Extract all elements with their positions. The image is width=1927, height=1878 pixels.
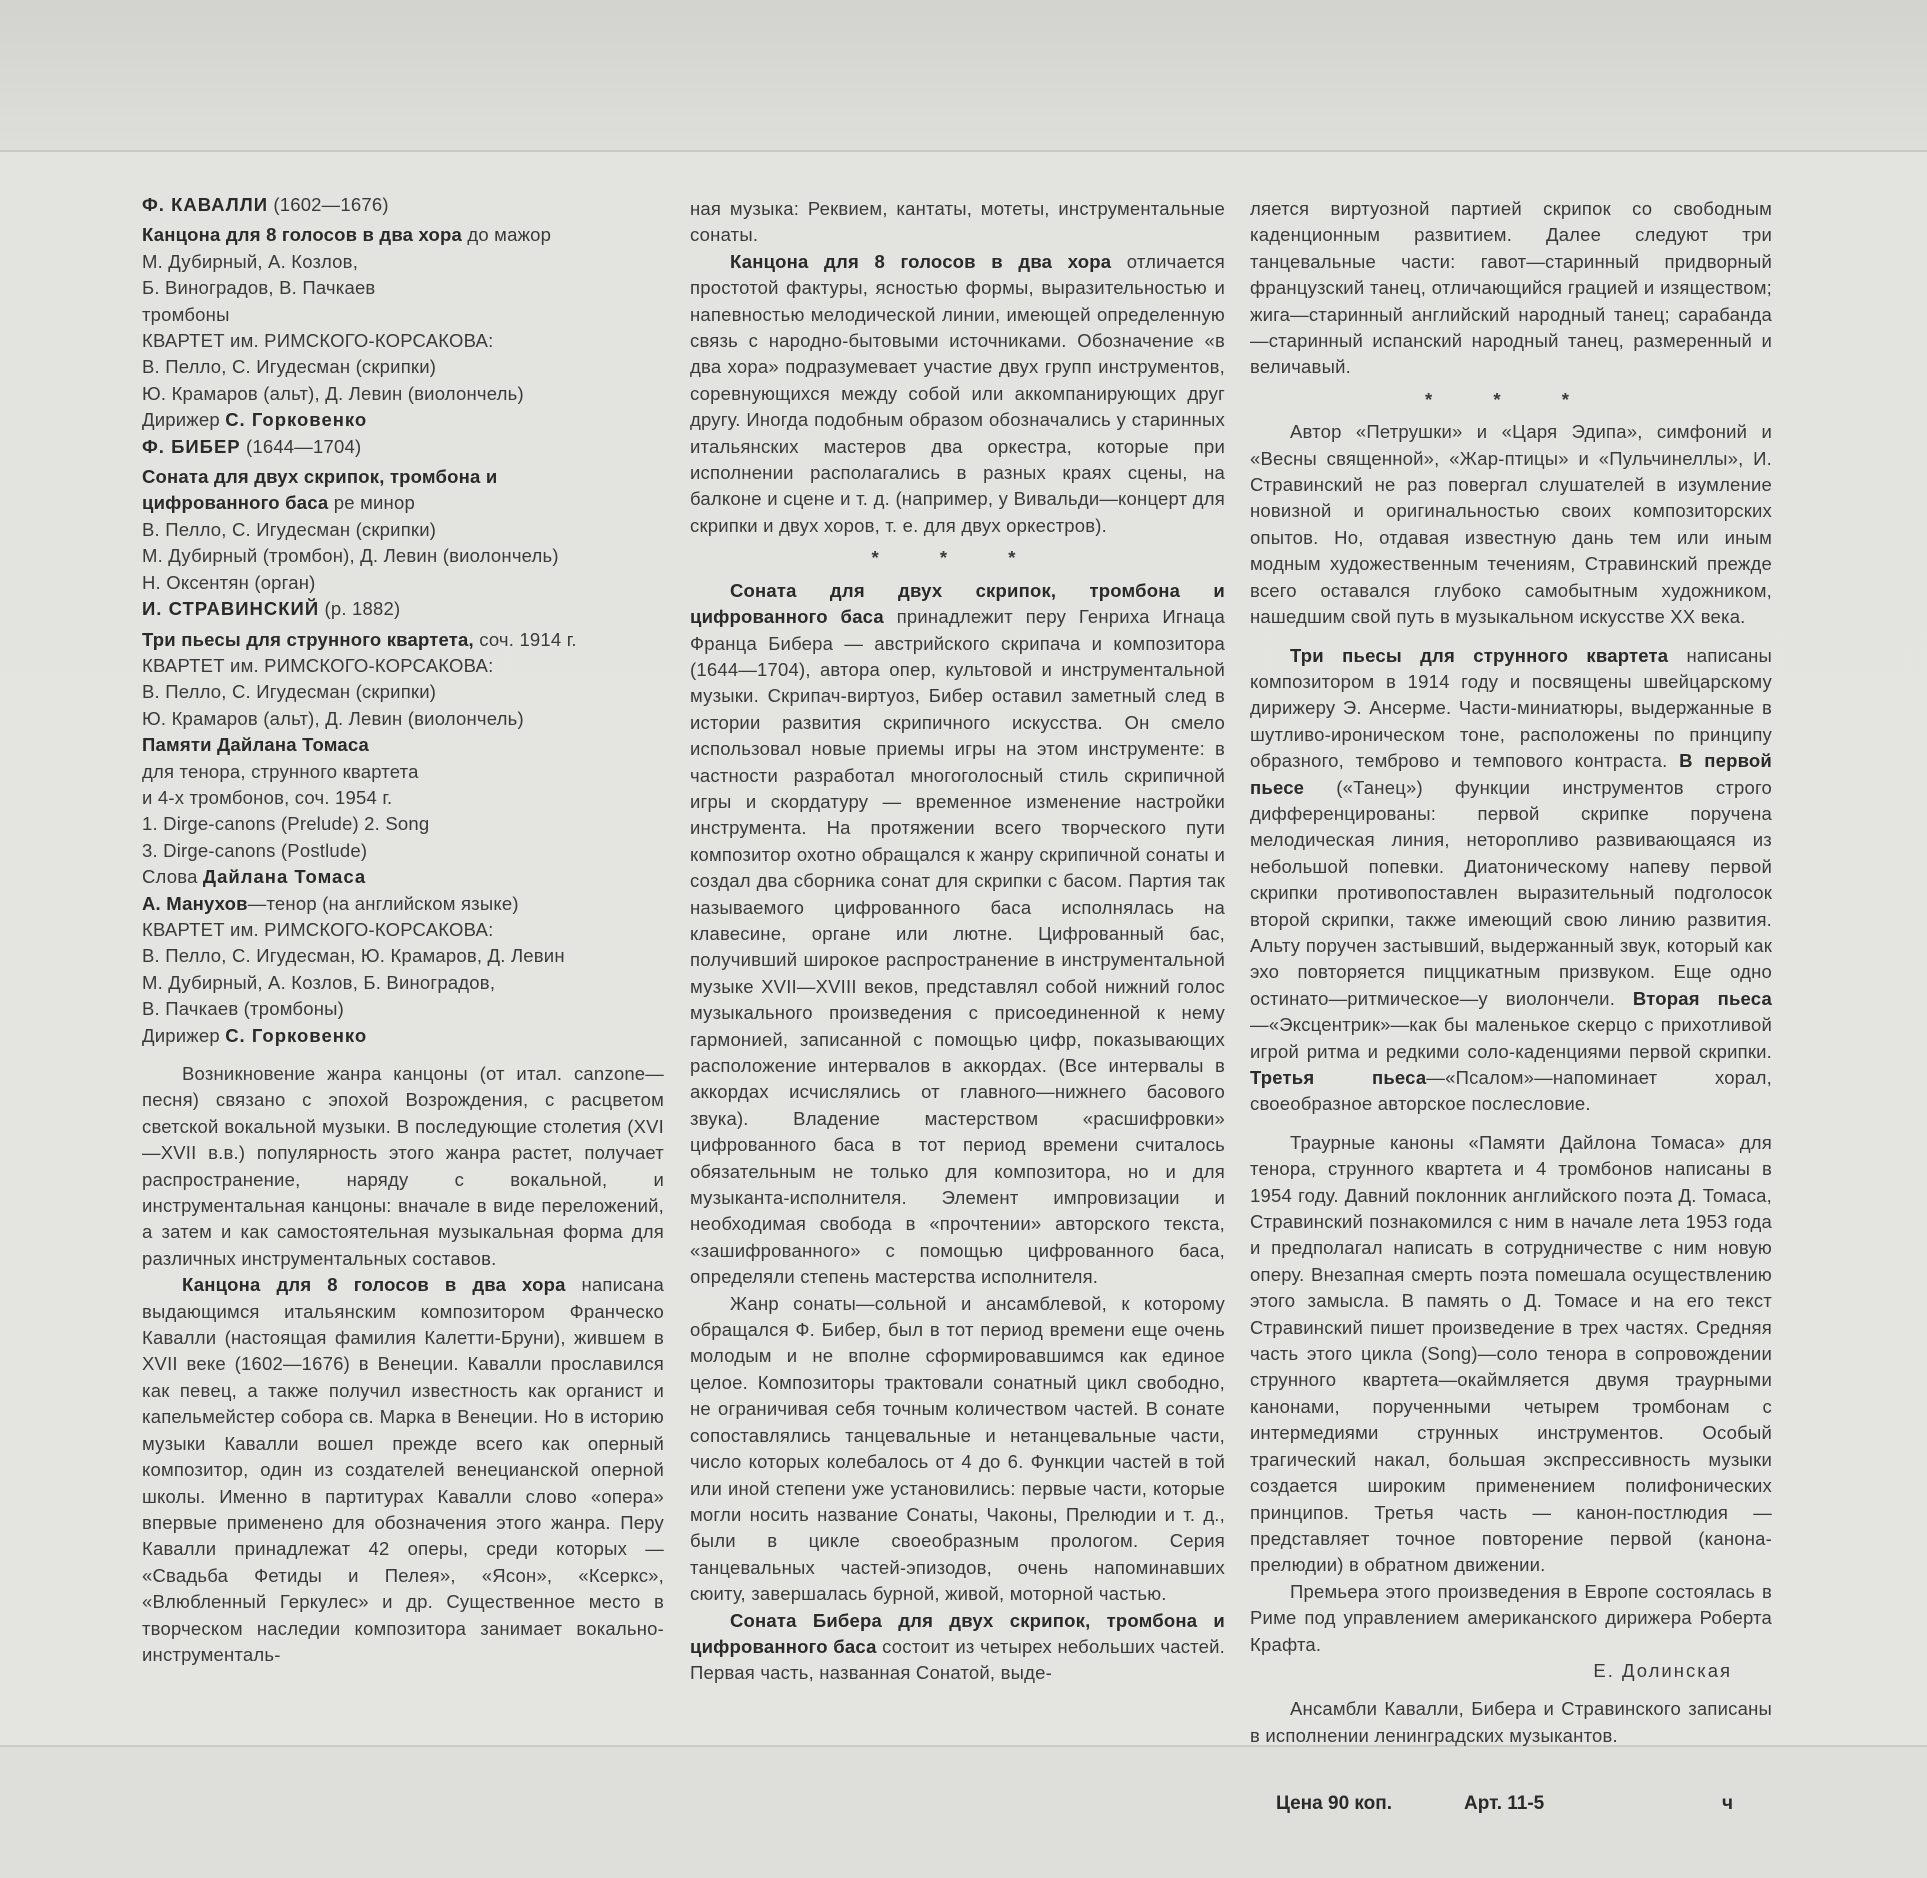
body-paragraph: Жанр сонаты—сольной и ансамблевой, к которому обращался Ф. Бибер, был в тот период времени еще очень молодым и не вполне сформировавшимся как единое целое. Композиторы трактовали сонатный цикл свободно, не ограничивая себя точным количеством частей. В сонате сопоставлялись танцевальные и нетанцевальные части, число которых колебалось от 4 до 6. Функции частей в той или иной степени уже установились: первые части, которые могли носить название Сонаты, Чаконы, Прелюдии и т. д., были в цикле своеобразным прологом. Серия танцевальных частей-эпизодов, очень напоминавших сюиту, завершалась бурной, живой, моторной частью. <box>690 1292 1225 1605</box>
performers-line: В. Пелло, С. Игудесман, Ю. Крамаров, Д. Левин <box>142 945 565 967</box>
performers-line: Ю. Крамаров (альт), Д. Левин (виолончель) <box>142 382 524 404</box>
tenor-line: А. Манухов—тенор (на английском языке) <box>142 892 519 914</box>
performers-line: М. Дубирный, А. Козлов, Б. Виноградов, <box>142 971 496 993</box>
body-paragraph: Канцона для 8 голосов в два хора написана выдающимся итальянским композитором Франческо Кавалли (настоящая фамилия Калетти-Бруни), жившем в XVII веке (1602—1676) в Венеции. Кавалли прославился как певец, а также получил известность как органист и капельмейстер собора св. Марка в Венеции. Но в историю музыки Кавалли вошел прежде всего как оперный композитор, один из создателей венецианской оперной школы. Именно в партитурах Кавалли слово «опера» впервые применено для обозначения этого жанра. Перу Кавалли принадлежат 42 оперы, среди которых — «Свадьба Фетиды и Пелея», «Ясон», «Ксеркс», «Влюбленный Геркулес» и др. Существенное место в творческом наследии композитора занимает вокально-инструменталь- <box>142 1274 665 1665</box>
column-notes-middle <box>690 196 1225 1687</box>
spacer <box>1250 1684 1772 1696</box>
performers-line: В. Пелло, С. Игудесман (скрипки) <box>142 356 437 378</box>
words-line: Слова Дайлана Томаса <box>142 866 367 888</box>
price-label: Цена 90 коп. <box>1276 1793 1393 1814</box>
spacer <box>1250 631 1772 643</box>
spacer <box>142 1049 664 1061</box>
body-paragraph: ляется виртуозной партией скрипок со свободным каденционным развитием. Далее следуют три танцевальные части: гавот—старинный придворный французский танец, отличающийся грацией и изяществом; жига—старинный английский народный танец; сарабанда—старинный испанский народный танец, размеренный и величавый. <box>1250 198 1772 378</box>
performers-line: Ю. Крамаров (альт), Д. Левин (виолончель) <box>142 707 524 729</box>
performers-line: М. Дубирный, А. Козлов, <box>142 250 359 272</box>
performers-line: В. Пелло, С. Игудесман (скрипки) <box>142 681 437 703</box>
body-paragraph: Ансамбли Кавалли, Бибера и Стравинского записаны в исполнении ленинградских музыкантов. <box>1250 1698 1772 1746</box>
section-divider: * * * <box>1425 388 1597 410</box>
spacer <box>1250 1118 1772 1130</box>
catalog-number: Арт. 11-5 <box>1464 1793 1545 1814</box>
quartet-name: КВАРТЕТ им. РИМСКОГО-КОРСАКОВА: <box>142 918 494 940</box>
section-divider: * * * <box>871 547 1044 569</box>
performers-line: В. Пелло, С. Игудесман (скрипки) <box>142 518 437 540</box>
body-paragraph: Соната для двух скрипок, тромбона и цифрованного баса принадлежит перу Генриха Игнаца Франца Бибера — австрийского скрипача и композитора (1644—1704), автора опер, культовой и инструментальной музыки. Скрипач-виртуоз, Бибер оставил заметный след в истории развития скрипичного искусства. Он смело использовал новые приемы игры на этом инструменте: в частности разработал многоголосный стиль скрипичной игры и скордатуру — временное изменение настройки инструмента. На протяжении всего творческого пути композитор охотно обращался к жанру скрипичной сонаты и создал два сборника сонат для скрипки с басом. Партия так называемого цифрованного баса исполнялась на клавесине, органе или лютне. Цифрованный бас, получивший широкое распространение в инструментальной музыке XVII—XVIII веков, представлял собой нижний голос музыкального произведения с присоединенной к нему гармонией, записанной с помощью цифр, показывающих расположение интервалов в аккордах. (Все интервалы в аккордах исчислялись от главного—нижнего басового звука). Владение мастерством «расшифровки» цифрованного баса в тот период времени считалось обязательным не только для композитора, но и для музыканта-исполнителя. Элемент импровизации и необходимая свобода в «прочтении» авторского текста, «зашифрованного» с помощью цифрованного баса, определяли степень мастерства исполнителя. <box>690 579 1225 1288</box>
body-paragraph: Возникновение жанра канцоны (от итал. canzone—песня) связано с эпохой Возрождения, с расцветом светской вокальной музыки. В последующие столетия (XVI—XVII в.в.) популярность этого жанра растет, получает распространение, наряду с вокальной, и инструментальная канцоны: вначале в виде переложений, а затем и как самостоятельная музыкальная форма для различных инструментальных составов. <box>142 1063 664 1269</box>
work-title-sonata: Соната для двух скрипок, тромбона и <box>142 466 498 488</box>
author-signature: Е. Долинская <box>1593 1659 1732 1681</box>
work-title-canzona: Канцона для 8 голосов в два хора до мажор <box>142 224 552 246</box>
composer-heading-cavalli: Ф. КАВАЛЛИ (1602—1676) <box>142 194 389 215</box>
body-paragraph: Премьера этого произведения в Европе состоялась в Риме под управлением американского дирижера Роберта Крафта. <box>1250 1580 1772 1655</box>
work-detail-line: и 4-х тромбонов, соч. 1954 г. <box>142 786 393 808</box>
column-credits <box>142 192 664 1668</box>
work-title-sonata-cont: цифрованного баса ре минор <box>142 492 415 514</box>
sleeve-top-flap <box>0 0 1927 152</box>
body-paragraph: Соната Бибера для двух скрипок, тромбона и цифрованного баса состоит из четырех небольших частей. Первая часть, названная Сонатой, выде- <box>690 1609 1226 1684</box>
body-paragraph: ная музыка: Реквием, кантаты, мотеты, инструментальные сонаты. <box>690 198 1225 246</box>
conductor-line: Дирижер С. Горковенко <box>142 1024 368 1046</box>
body-paragraph: Автор «Петрушки» и «Царя Эдипа», симфоний и «Весны священной», «Жар-птицы» и «Пульчинеллы», И. Стравинский не раз повергал слушателей в изумление новизной и оригинальностью своих композиторских опытов. Но, отдавая известную дань тем или иным модным художественным течениям, Стравинский прежде всего оставался глубоко самобытным художником, нашедшим свой путь в музыкальном искусстве XX века. <box>1250 421 1772 628</box>
print-mark: ч <box>1722 1793 1734 1814</box>
work-detail-line: для тенора, струнного квартета <box>142 760 419 782</box>
work-detail-line: 3. Dirge-canons (Postlude) <box>142 839 368 861</box>
body-paragraph: Канцона для 8 голосов в два хора отличается простотой фактуры, ясностью формы, выразительностью и напевностью мелодической линии, имеющей определенную связь с народно-бытовыми источниками. Обозначение «в два хора» подразумевает участие двух групп инструментов, соревнующихся между собой или аккомпанирующих друг другу. Иногда подобным образом обозначались у старинных итальянских мастеров два оркестра, которые при исполнении располагались в разных краях сцены, на балконе и сцене и т. д. (например, у Вивальди—концерт для скрипки и двух хоров, т. е. для двух оркестров). <box>690 250 1225 536</box>
performers-line: М. Дубирный (тромбон), Д. Левин (виолончель) <box>142 545 559 567</box>
body-paragraph: Три пьесы для струнного квартета написаны композитором в 1914 году и посвящены швейцарскому дирижеру Э. Ансерме. Части-миниатюры, выдержанные в шутливо-ироническом тоне, расположены по принципу образного, темброво и темпового контраста. В первой пьесе («Танец») функции инструментов строго дифференцированы: первой скрипке поручена мелодическая линия, неторопливо развивающаяся из небольшой попевки. Диатоническому напеву первой скрипки противопоставлен выразительный подголосок второй скрипки, также имеющий свою линию развития. Альту поручен застывший, выдержанный звук, который как эхо повторяется пиццикатным призвуком. Еще одно остинато—ритмическое—у виолончели. Вторая пьеса—«Эксцентрик»—как бы маленькое скерцо с прихотливой игрой ритма и редкими соло-каденциями первой скрипки. Третья пьеса—«Псалом»—напоминает хорал, своеобразное авторское послесловие. <box>1250 644 1772 1115</box>
quartet-name: КВАРТЕТ им. РИМСКОГО-КОРСАКОВА: <box>142 330 494 352</box>
sleeve-bottom-flap <box>0 1745 1927 1878</box>
column-notes-right <box>1250 196 1772 1749</box>
body-paragraph: Траурные каноны «Памяти Дайлона Томаса» для тенора, струнного квартета и 4 тромбонов написаны в 1954 году. Давний поклонник английского поэта Д. Томаса, Стравинский познакомился с ним в начале лета 1953 года и предполагал написать в сотрудничестве с ним новую оперу. Внезапная смерть поэта помешала осуществлению этого замысла. В память о Д. Томасе и на его текст Стравинский пишет произведение в трех частях. Средняя часть этого цикла (Song)—соло тенора в сопровождении струнного квартета—окаймляется двумя траурными канонами, порученными четырем тромбонам с интермедиями струнных инструментов. Особый трагический накал, большая экспрессивность музыки создается широким применением полифонических принципов. Третья часть — канон-постлюдия — представляет точное повторение первой (канона-прелюдии) в обратном движении. <box>1250 1131 1772 1576</box>
quartet-name: КВАРТЕТ им. РИМСКОГО-КОРСАКОВА: <box>142 654 494 676</box>
work-title-memory: Памяти Дайлана Томаса <box>142 734 370 756</box>
composer-heading-stravinsky: И. СТРАВИНСКИЙ (р. 1882) <box>142 598 401 620</box>
performers-line: Б. Виноградов, В. Пачкаев <box>142 277 376 299</box>
performers-line: В. Пачкаев (тромбоны) <box>142 998 344 1020</box>
performers-line: Н. Оксентян (орган) <box>142 571 316 593</box>
work-title-three-pieces: Три пьесы для струнного квартета, соч. 1914 г. <box>142 628 577 650</box>
conductor-line: Дирижер С. Горковенко <box>142 409 368 431</box>
work-detail-line: 1. Dirge-canons (Prelude) 2. Song <box>142 813 430 835</box>
performers-line: тромбоны <box>142 303 230 325</box>
composer-heading-biber: Ф. БИБЕР (1644—1704) <box>142 435 362 457</box>
